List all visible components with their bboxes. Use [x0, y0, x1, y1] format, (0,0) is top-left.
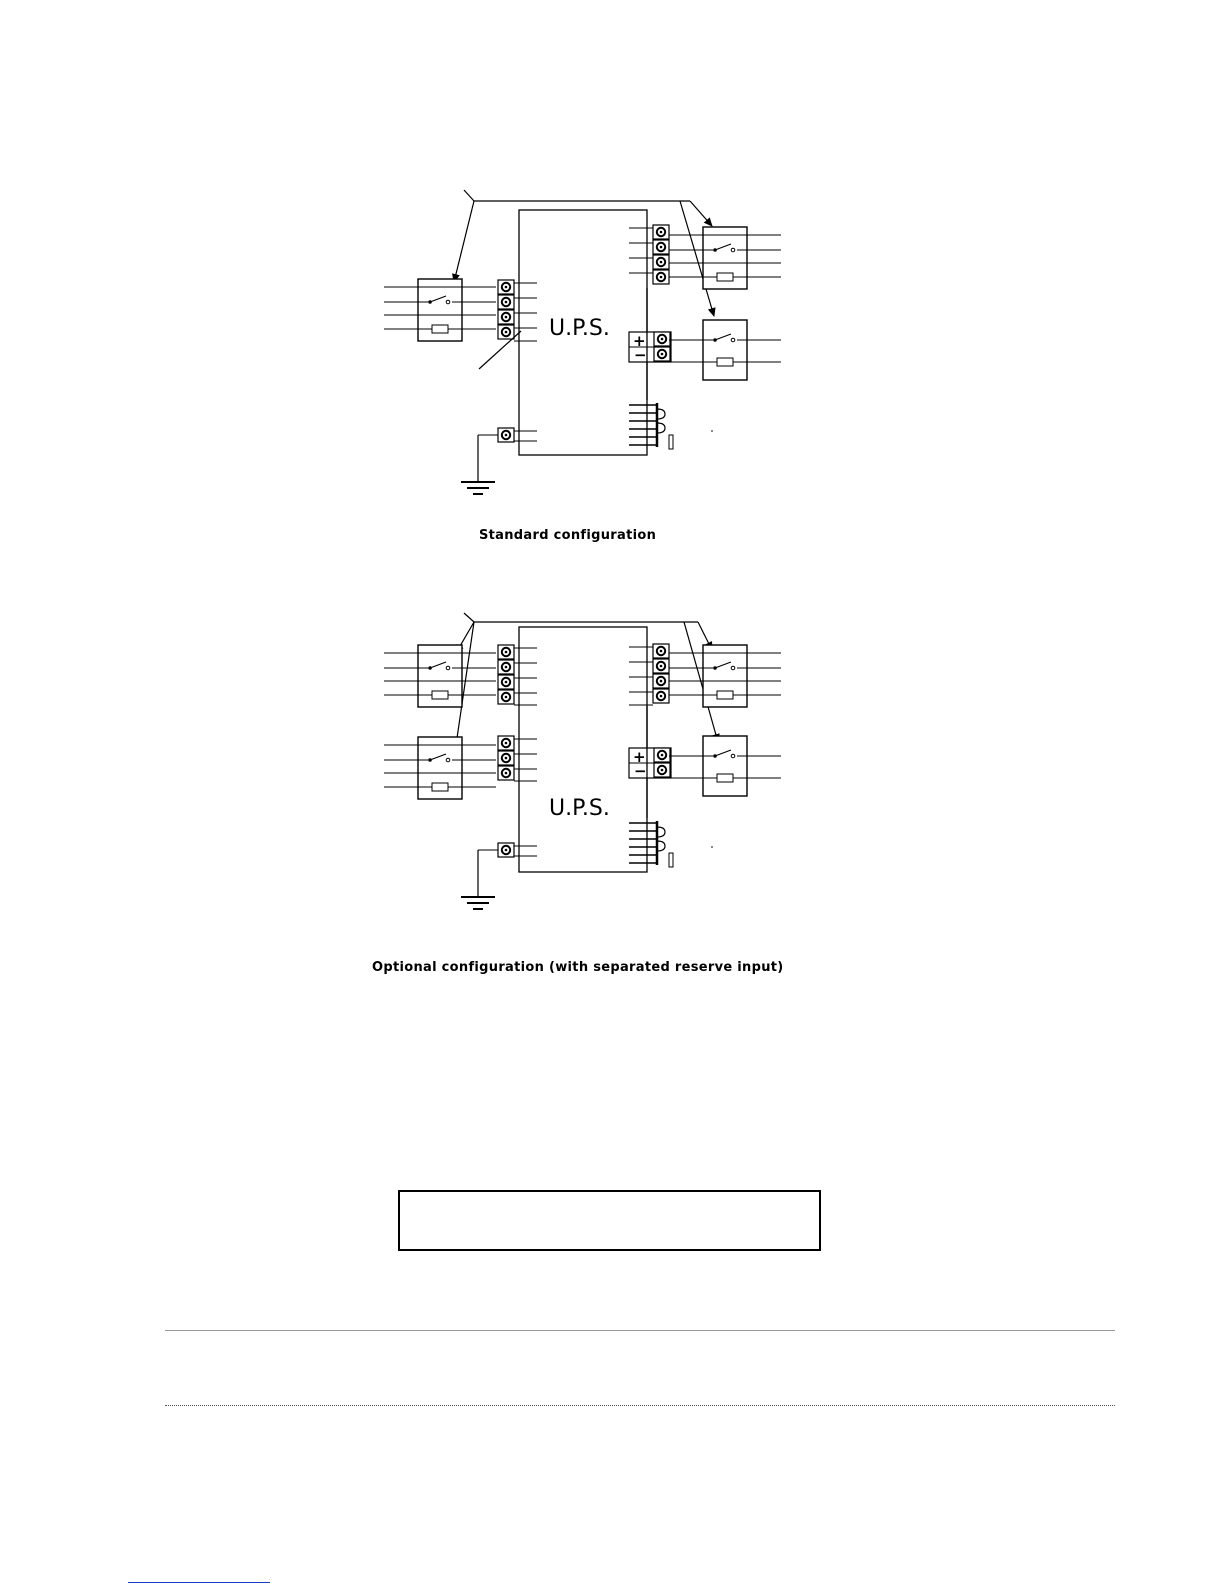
standard-configuration-caption: Standard configuration: [479, 528, 657, 543]
ups-label: U.P.S.: [549, 316, 610, 341]
plus-label: +: [633, 748, 646, 766]
minus-label: −: [634, 762, 647, 780]
plus-label: +: [633, 332, 646, 350]
optional-configuration-diagram: [384, 613, 781, 909]
optional-configuration-caption: Optional configuration (with separated reserve input): [372, 960, 784, 975]
footer-dotted-rule: [165, 1405, 1115, 1406]
standard-configuration-diagram: [384, 190, 781, 494]
footer-link-underline[interactable]: [128, 1582, 270, 1583]
footer-top-rule: [165, 1330, 1115, 1331]
minus-label: −: [634, 346, 647, 364]
ups-label: U.P.S.: [549, 796, 610, 821]
empty-note-box: [398, 1190, 821, 1251]
